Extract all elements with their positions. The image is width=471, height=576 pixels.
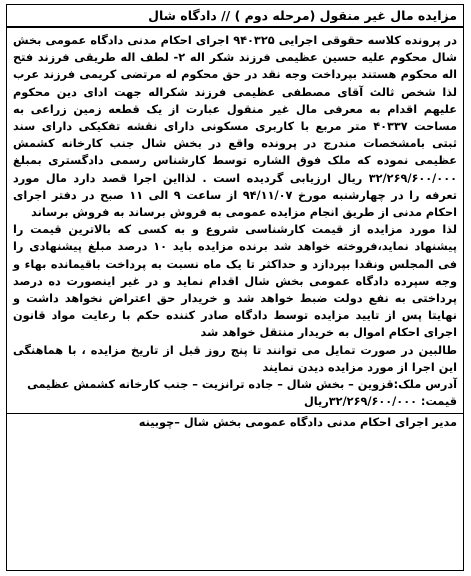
property-price: قیمت: ۳۲/۲۶۹/۶۰۰/۰۰۰ریال (303, 395, 457, 409)
notice-title: مزایده مال غیر منقول (مرحله دوم ) // دادگاه شال (7, 5, 463, 28)
signature: مدیر اجرای احکام مدنی دادگاه عمومی بخش شال –چوبینه (138, 416, 457, 430)
notice-paragraph-case: در پرونده کلاسه حقوقی اجرایی ۹۴۰۳۲۵ اجرای احکام مدنی دادگاه عمومی بخش شال محکوم علیه حسین عظیمی فرزند شکر اله ۲- لطف اله طریقی فرزند فتح اله محکوم هستند بپرداخت وجه نقد در حق محکوم له مرتضی کریمی فرزند عرب لذا شخص ثالث آقای مصطفی عظیمی فرزند شکراله جهت ادای دین محکوم علیهم اقدام به معرفی مال غیر منقول عبارت از یک قطعه زمین زراعی به مساحت ۴۰۳۳۷ متر مربع با کاربری مسکونی دارای نقشه تفکیکی دارای سند ثبتی بامشخصات مندرج در پرونده واقع در بخش شال جنب کارخانه کشمش عظیمی نموده که ملک فوق الشاره توسط کارشناس رسمی دادگستری بمبلغ ۳۲/۲۶۹/۶۰۰/۰۰۰ ریال ارزیابی گردیده است . لذااین اجرا قصد دارد مال مورد تعرفه را در چهارشنبه مورخ ۹۴/۱۱/۰۷ از ساعت ۹ الی ۱۱ صبح در دفتر اجرای احکام مدنی از طریق انجام مزایده عمومی به فروش برساند به فروش برساند (13, 34, 458, 220)
property-address: آدرس ملک:قزوین – بخش شال – جاده ترانزیت – جنب کارخانه کشمش عظیمی (27, 378, 457, 392)
notice-body (7, 28, 463, 432)
notice-paragraph-visit: طالبین در صورت تمایل می توانند تا پنج روز قبل از تاریخ مزایده ، با هماهنگی این اجرا از مورد مزایده دیدن نمایند (13, 343, 457, 374)
notice-paragraph-terms: لذا مورد مزایده از قیمت کارشناسی شروع و به کسی که بالاترین قیمت را پیشنهاد نماید،فروخته خواهد شد برنده مزایده باید ۱۰ درصد مبلغ پیشنهادی را فی المجلس ونقدا بپردازد و حداکثر تا یک ماه نسبت به پرداخت باقیمانده بهاء و وجه سپرده دادگاه عمومی بخش شال اقدام نماید و در غیر اینصورت ده درصد پرداختی به نفع دولت ضبط خواهد شد و خریدار حق اعتراض نخواهد داشت و نهایتا پس از تایید مزایده توسط دادگاه صادر کننده حکم با رعایت مواد قانون اجرای احکام اموال به خریدار منتقل خواهد شد (13, 223, 457, 340)
auction-notice (6, 4, 464, 571)
